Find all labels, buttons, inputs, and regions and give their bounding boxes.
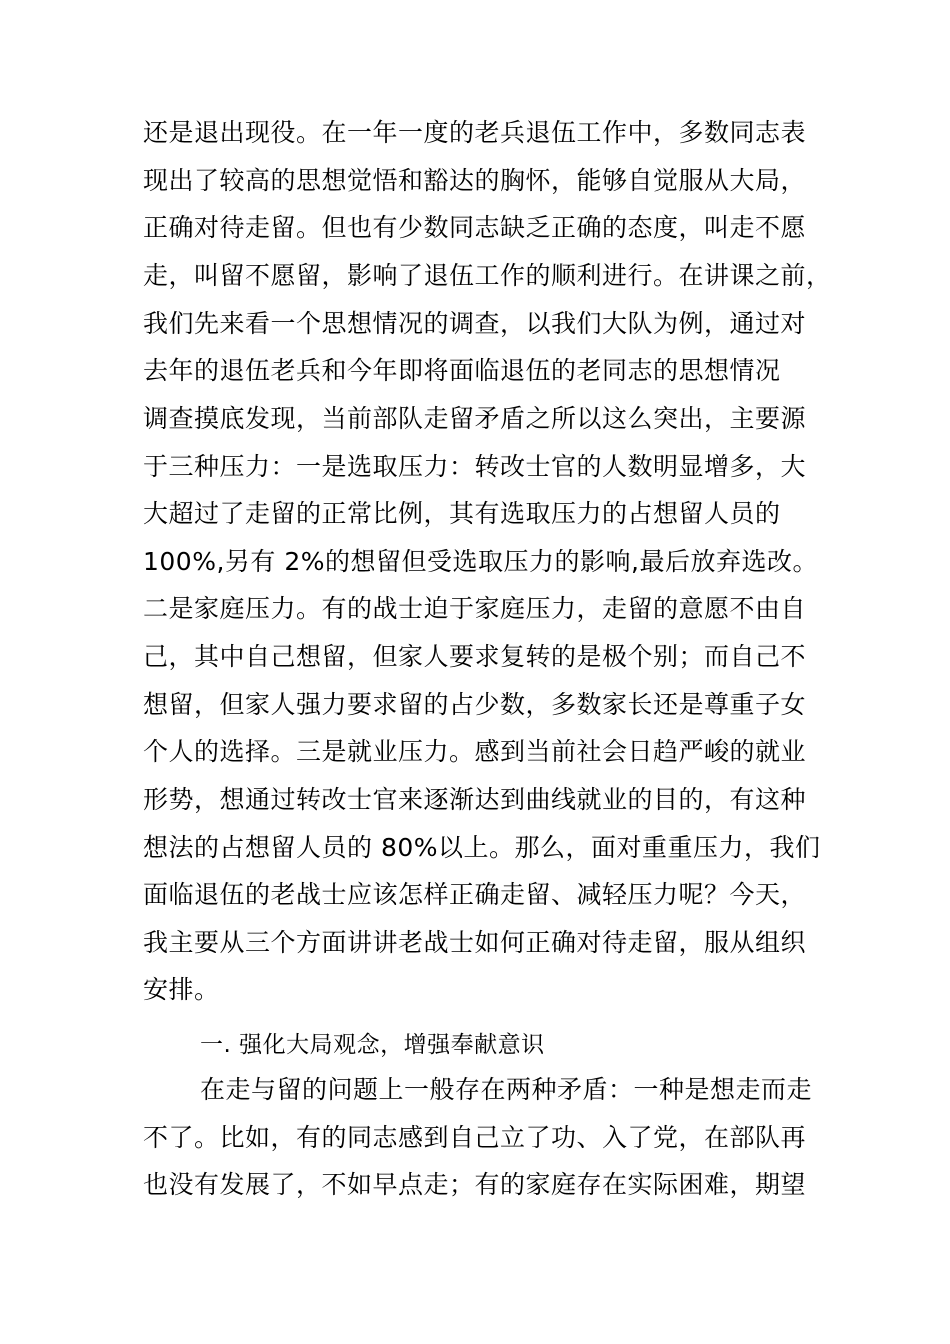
paragraph-line: 安排。 — [143, 975, 220, 1004]
paragraph-line: 在走与留的问题上一般存在两种矛盾：一种是想走而走 — [200, 1075, 813, 1104]
paragraph-line: 调查摸底发现，当前部队走留矛盾之所以这么突出，主要源 — [143, 404, 807, 433]
paragraph-line: 还是退出现役。在一年一度的老兵退伍工作中，多数同志表 — [143, 118, 807, 147]
paragraph-line: 二是家庭压力。有的战士迫于家庭压力，走留的意愿不由自 — [143, 594, 807, 623]
paragraph-line: 我们先来看一个思想情况的调查，以我们大队为例，通过对 — [143, 309, 807, 338]
paragraph-line: 大超过了走留的正常比例，其有选取压力的占想留人员的 — [143, 499, 781, 528]
paragraph-line: 去年的退伍老兵和今年即将面临退伍的老同志的思想情况 — [143, 356, 781, 385]
paragraph-line: 也没有发展了，不如早点走；有的家庭存在实际困难，期望 — [143, 1170, 807, 1199]
paragraph-line: 正确对待走留。但也有少数同志缺乏正确的态度，叫走不愿 — [143, 213, 807, 242]
paragraph-line: 个人的选择。三是就业压力。感到当前社会日趋严峻的就业 — [143, 737, 807, 766]
paragraph-line: 于三种压力：一是选取压力：转改士官的人数明显增多，大 — [143, 452, 807, 481]
paragraph-line: 想法的占想留人员的 80%以上。那么，面对重重压力，我们 — [143, 833, 821, 862]
paragraph-line: 我主要从三个方面讲讲老战士如何正确对待走留，服从组织 — [143, 928, 807, 957]
paragraph-line: 现出了较高的思想觉悟和豁达的胸怀，能够自觉服从大局， — [143, 166, 807, 195]
section-heading: 一. 强化大局观念，增强奉献意识 — [200, 1032, 545, 1058]
paragraph-line: 100%,另有 2%的想留但受选取压力的影响,最后放弃选改。 — [143, 547, 818, 576]
paragraph-line: 形势，想通过转改士官来逐渐达到曲线就业的目的，有这种 — [143, 785, 807, 814]
paragraph-line: 不了。比如，有的同志感到自己立了功、入了党，在部队再 — [143, 1123, 807, 1152]
paragraph-line: 走，叫留不愿留，影响了退伍工作的顺利进行。在讲课之前， — [143, 261, 832, 290]
paragraph-line: 想留，但家人强力要求留的占少数，多数家长还是尊重子女 — [143, 690, 807, 719]
paragraph-line: 面临退伍的老战士应该怎样正确走留、减轻压力呢？今天， — [143, 880, 807, 909]
paragraph-line: 己，其中自己想留，但家人要求复转的是极个别；而自己不 — [143, 642, 807, 671]
